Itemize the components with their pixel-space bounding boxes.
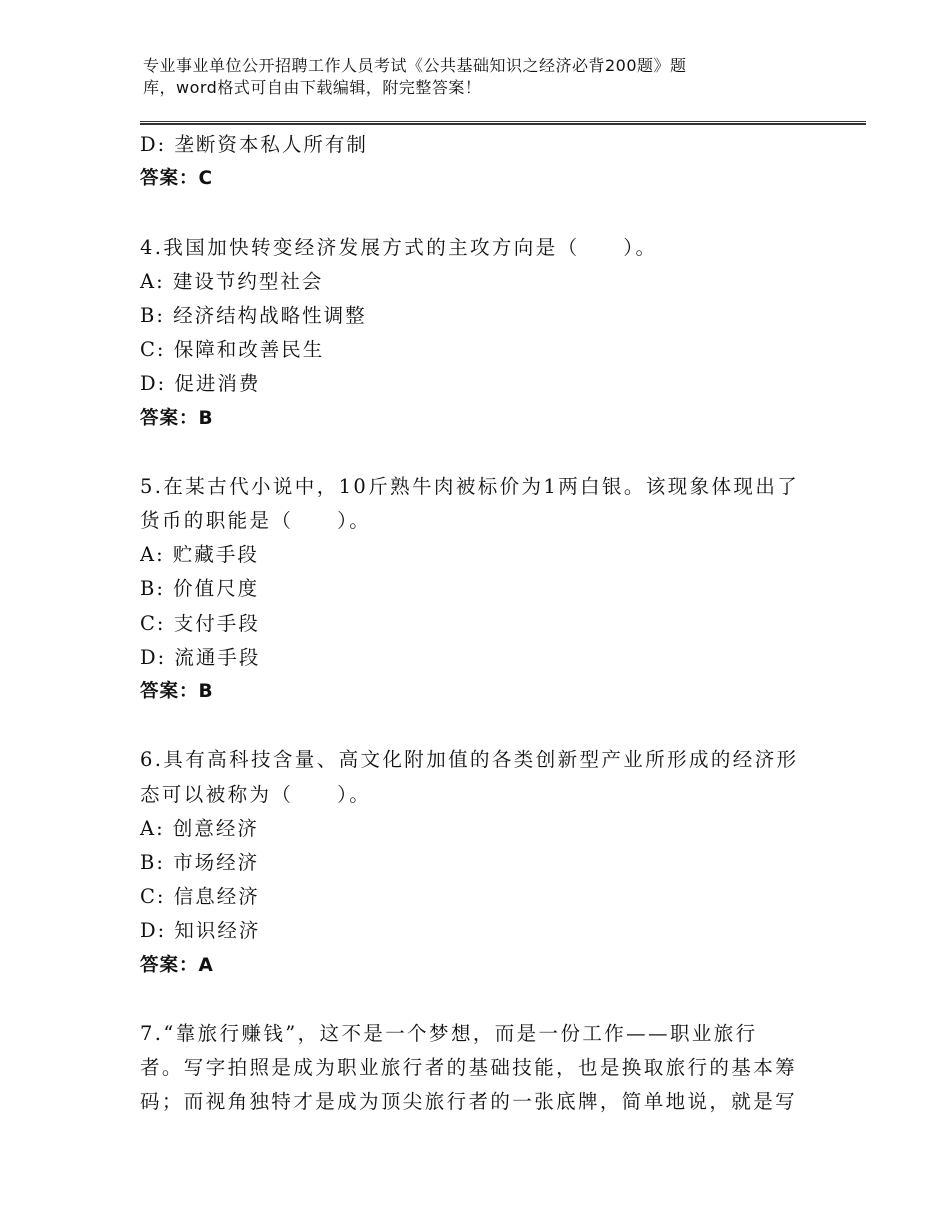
- option-b: [140, 299, 820, 333]
- option-text: 信息经济: [173, 885, 260, 909]
- option-c: [140, 607, 820, 641]
- option-letter: B:: [140, 577, 165, 601]
- question-block-6: [140, 743, 820, 982]
- option-letter: C:: [140, 611, 166, 635]
- option-c: [140, 880, 820, 914]
- option-text: 保障和改善民生: [173, 338, 325, 362]
- option-a: [140, 265, 820, 299]
- document-header: [143, 55, 773, 99]
- option-c: [140, 333, 820, 367]
- option-text: 垄断资本私人所有制: [174, 133, 368, 156]
- answer-line: 答案：A: [140, 954, 214, 976]
- option-letter: B:: [140, 851, 165, 875]
- question-stem-line-2: 态可以被称为（ ）。: [140, 782, 372, 806]
- option-b: [140, 572, 820, 606]
- question-block-4: [140, 231, 820, 436]
- header-title-line-1: 专业事业单位公开招聘工作人员考试《公共基础知识之经济必背200题》题: [143, 56, 687, 75]
- option-text: 支付手段: [173, 611, 260, 635]
- question-stem-line-3: 码；而视角独特才是成为顶尖旅行者的一张底牌，简单地说，就是写: [140, 1090, 798, 1114]
- option-text: 促进消费: [174, 372, 261, 396]
- question-stem-line-1: 5.在某古代小说中，10斤熟牛肉被标价为1两白银。该现象体现出了: [140, 474, 800, 498]
- option-b: [140, 846, 820, 880]
- option-text: 知识经济: [174, 919, 261, 943]
- question-block-5: [140, 470, 820, 709]
- option-text: 经济结构战略性调整: [173, 303, 367, 327]
- header-title-line-2: 库，word格式可自由下载编辑，附完整答案！: [143, 78, 482, 97]
- option-letter: A:: [140, 816, 165, 840]
- option-text: 价值尺度: [173, 577, 260, 601]
- question-stem-line-2: 者。写字拍照是成为职业旅行者的基础技能，也是换取旅行的基本筹: [140, 1056, 798, 1080]
- answer-line: 答案：B: [140, 681, 214, 703]
- option-text: 创意经济: [172, 816, 259, 840]
- option-letter: C:: [140, 885, 166, 909]
- option-a: [140, 538, 820, 572]
- option-letter: D:: [140, 372, 167, 396]
- spacer: [140, 436, 820, 470]
- option-text: 市场经济: [173, 851, 260, 875]
- option-letter: B:: [140, 303, 165, 327]
- question-block-partial: [140, 128, 820, 196]
- question-stem: 4.我国加快转变经济发展方式的主攻方向是（ ）。: [140, 235, 658, 259]
- option-letter: D:: [140, 645, 167, 669]
- option-d: [140, 914, 820, 948]
- spacer: [140, 709, 820, 743]
- question-stem-line-2: 货币的职能是（ ）。: [140, 509, 372, 533]
- answer-line: 答案：B: [140, 407, 214, 429]
- option-letter: D:: [140, 133, 167, 156]
- option-text: 贮藏手段: [172, 543, 259, 567]
- answer-line: 答案：C: [140, 168, 214, 190]
- question-stem-line-1: 6.具有高科技含量、高文化附加值的各类创新型产业所形成的经济形: [140, 748, 799, 772]
- question-block-7: [140, 1017, 820, 1120]
- option-text: 建设节约型社会: [172, 269, 324, 293]
- question-list: [140, 128, 820, 1120]
- option-letter: A:: [140, 543, 165, 567]
- header-divider: [140, 121, 866, 125]
- option-letter: C:: [140, 338, 166, 362]
- option-d: [140, 128, 820, 162]
- option-text: 流通手段: [174, 645, 261, 669]
- option-d: [140, 641, 820, 675]
- option-letter: A:: [140, 269, 165, 293]
- option-d: [140, 367, 820, 401]
- spacer: [140, 983, 820, 1017]
- question-stem-line-1: 7.“靠旅行赚钱”，这不是一个梦想，而是一份工作——职业旅行: [140, 1021, 758, 1045]
- spacer: [140, 196, 820, 230]
- option-letter: D:: [140, 919, 167, 943]
- option-a: [140, 812, 820, 846]
